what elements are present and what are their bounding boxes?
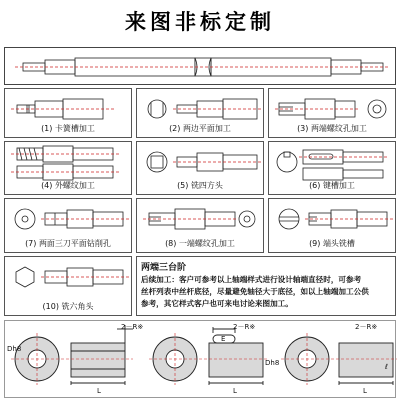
- dim-l-3: L: [363, 387, 367, 395]
- item-10-drawing: [5, 257, 133, 303]
- dim-d-2: Dh8: [265, 359, 280, 367]
- note-box: [136, 256, 396, 316]
- dim-l-1: L: [97, 387, 101, 395]
- item-7-drawing: [5, 199, 133, 241]
- banner-title: 来图非标定制: [125, 10, 275, 34]
- item-1-label: (1) 卡簧槽加工: [41, 124, 95, 133]
- shaft-overview-drawing: [5, 48, 397, 86]
- item-5: [136, 141, 264, 195]
- item-4-drawing: [5, 142, 133, 184]
- dim-r-1: 2－R※: [121, 323, 144, 331]
- item-1: [4, 88, 132, 138]
- item-6: [268, 141, 396, 195]
- dim-e-2: E: [221, 335, 226, 343]
- item-6-label: (6) 键槽加工: [309, 181, 355, 190]
- item-9-label: (9) 端头铣槽: [309, 239, 355, 248]
- item-8: [136, 198, 264, 253]
- note-line-2: 丝杆列表中丝杆底径，尽量避免轴径大于底径，如以上轴端加工公供: [141, 287, 369, 296]
- item-2-label: (2) 两边平面加工: [169, 124, 231, 133]
- item-3-drawing: [269, 89, 397, 127]
- shaft-overview: [4, 47, 396, 85]
- item-5-drawing: [137, 142, 265, 184]
- item-7-label: (7) 两面三刀平面钻削孔: [25, 239, 111, 248]
- item-9: [268, 198, 396, 253]
- item-5-label: (5) 铣四方头: [177, 181, 223, 190]
- end-detail-svg: [5, 321, 397, 399]
- dim-l-2: L: [233, 387, 237, 395]
- item-4: [4, 141, 132, 195]
- dim-i-3: ℓ: [385, 363, 388, 371]
- item-2-drawing: [137, 89, 265, 127]
- item-3-label: (3) 两端螺纹孔加工: [297, 124, 367, 133]
- item-1-drawing: [5, 89, 133, 127]
- item-9-drawing: [269, 199, 397, 241]
- dim-r-2: 2－R※: [233, 323, 256, 331]
- item-2: [136, 88, 264, 138]
- item-7: [4, 198, 132, 253]
- item-10: [4, 256, 132, 316]
- item-6-drawing: [269, 142, 397, 184]
- item-8-label: (8) 一端螺纹孔加工: [165, 239, 235, 248]
- dim-d-1: Dh8: [7, 345, 22, 353]
- item-3: [268, 88, 396, 138]
- note-line-1: 后续加工：客户可参考以上轴端样式进行设计轴端直径时，可参考: [141, 275, 362, 284]
- end-detail-drawings: [4, 320, 396, 398]
- item-4-label: (4) 外螺纹加工: [41, 181, 95, 190]
- dim-r-3: 2－R※: [355, 323, 378, 331]
- item-8-drawing: [137, 199, 265, 241]
- banner: [0, 0, 400, 42]
- note-line-3: 参考，其它样式客户也可来电讨论来图加工。: [141, 299, 293, 308]
- note-title: 两端三台阶: [141, 263, 187, 273]
- item-10-label: (10) 铣六角头: [42, 302, 94, 311]
